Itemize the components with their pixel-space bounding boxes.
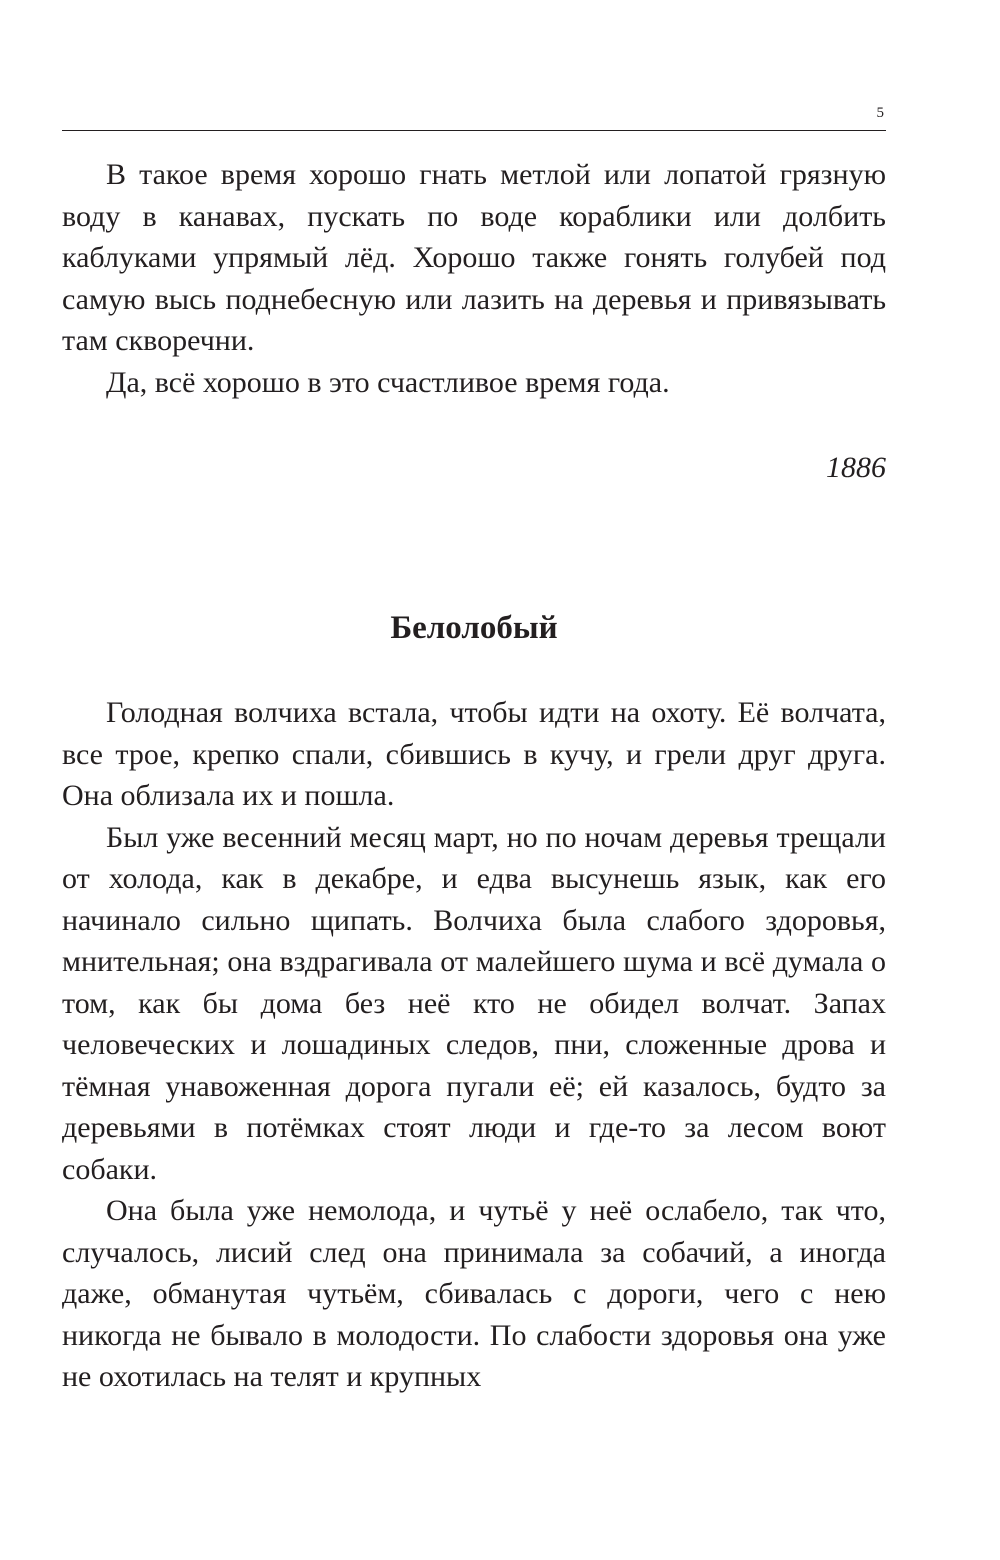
story-text [62, 692, 886, 1398]
previous-story-text [62, 154, 886, 403]
paragraph: Голодная волчиха встала, чтобы идти на охоту. Её волчата, все трое, крепко спали, сбившись в кучу, и грели друг друга. Она облизала их и пошла. [62, 696, 886, 812]
paragraph: В такое время хорошо гнать метлой или лопатой грязную воду в канавах, пускать по воде кораблики или долбить каблуками упрямый лёд. Хорошо также гонять голубей под самую высь поднебесную или лазить на деревья и привязывать там скворечни. [62, 158, 886, 357]
header-rule [62, 130, 886, 131]
paragraph: Она была уже немолода, и чутьё у неё ослабело, так что, случалось, лисий след она принимала за собачий, а иногда даже, обманутая чутьём, сбивалась с дороги, чего с нею никогда не бывало в молодости. По слабости здоровья она уже не охотилась на телят и крупных [62, 1194, 886, 1393]
story-date: 1886 [826, 451, 886, 484]
page-number: 5 [876, 105, 884, 121]
story-title: Белолобый [390, 610, 558, 646]
paragraph: Да, всё хорошо в это счастливое время года. [106, 365, 670, 399]
paragraph: Был уже весенний месяц март, но по ночам деревья трещали от холода, как в декабре, и едва высунешь язык, как его начинало сильно щипать. Волчиха была слабого здоровья, мнительная; она вздрагивала от малейшего шума и всё думала о том, как бы дома без неё кто не обидел волчат. Запах человеческих и лошадиных следов, пни, сложенные дрова и тёмная унавоженная дорога пугали её; ей казалось, будто за деревьями в потёмках стоят люди и где-то за лесом воют собаки. [62, 820, 886, 1186]
